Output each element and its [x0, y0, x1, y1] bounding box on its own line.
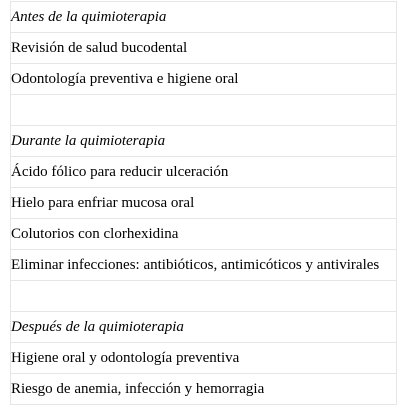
list-item: Higiene oral y odontología preventiva — [11, 343, 397, 374]
section-header-row — [11, 312, 397, 343]
section-header-row — [11, 126, 397, 157]
list-item: Odontología preventiva e higiene oral — [11, 64, 397, 95]
chemotherapy-care-table — [10, 1, 397, 405]
table-row — [11, 374, 397, 405]
table-row — [11, 188, 397, 219]
table-row — [11, 219, 397, 250]
empty-cell — [11, 95, 397, 126]
spacer-row — [11, 281, 397, 312]
table-row — [11, 64, 397, 95]
table-row — [11, 343, 397, 374]
section-heading-after: Después de la quimioterapia — [11, 312, 397, 343]
section-header-row — [11, 2, 397, 33]
list-item: Riesgo de anemia, infección y hemorragia — [11, 374, 397, 405]
section-heading-during: Durante la quimioterapia — [11, 126, 397, 157]
list-item: Ácido fólico para reducir ulceración — [11, 157, 397, 188]
empty-cell — [11, 281, 397, 312]
section-heading-before: Antes de la quimioterapia — [11, 2, 397, 33]
table-row — [11, 33, 397, 64]
list-item: Eliminar infecciones: antibióticos, antimicóticos y antivirales — [11, 250, 397, 281]
list-item: Hielo para enfriar mucosa oral — [11, 188, 397, 219]
spacer-row — [11, 95, 397, 126]
table-row — [11, 157, 397, 188]
list-item: Revisión de salud bucodental — [11, 33, 397, 64]
table-row — [11, 250, 397, 281]
list-item: Colutorios con clorhexidina — [11, 219, 397, 250]
